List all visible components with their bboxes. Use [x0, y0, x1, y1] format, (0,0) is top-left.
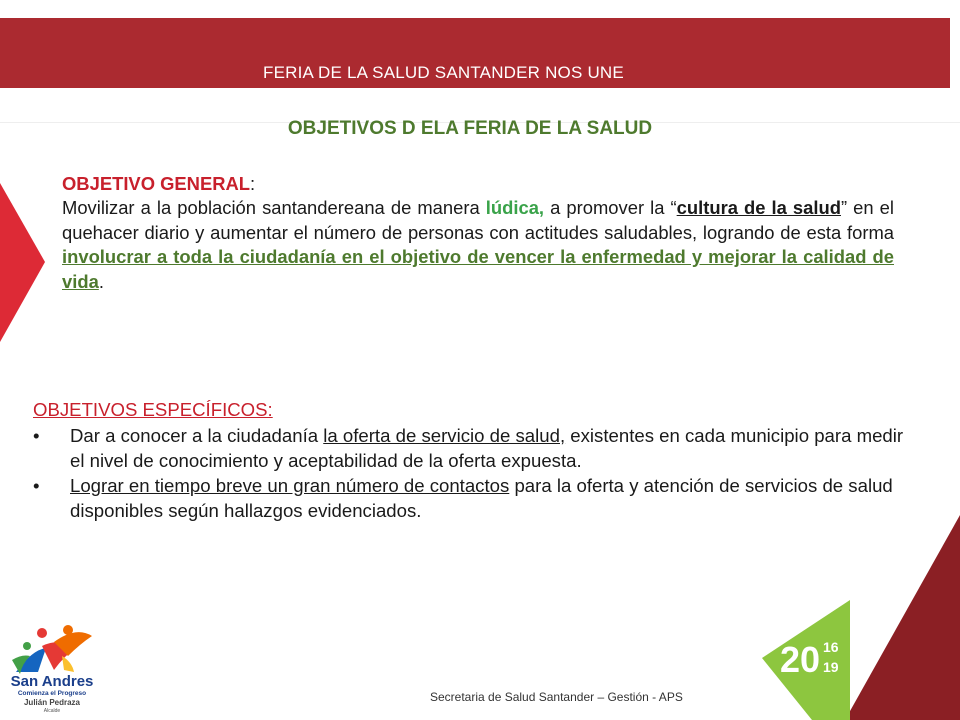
year-top: 16	[823, 639, 839, 655]
year-bottom: 19	[823, 659, 839, 675]
bullet-icon: •	[33, 475, 40, 496]
cultura-highlight: cultura de la salud	[676, 197, 841, 219]
corner-decoration	[740, 490, 960, 720]
involucrar-highlight: involucrar a toda la ciudadanía en el objetivo de vencer la enfermedad y mejorar la calidad de vida	[62, 246, 894, 292]
footer-text: Secretaria de Salud Santander – Gestión - APS	[430, 690, 683, 704]
bullet-icon: •	[33, 425, 40, 446]
specific-objectives-title: OBJETIVOS ESPECÍFICOS:	[33, 399, 273, 420]
item-underlined: la oferta de servicio de salud,	[323, 425, 566, 446]
san-andres-logo	[2, 620, 102, 718]
year-big: 20	[780, 639, 821, 680]
item-underlined: Lograr en tiempo breve un gran número de contactos	[70, 475, 510, 496]
item-text-post: existentes en cada municipio para medir el nivel de conocimiento y aceptabilidad de la oferta expuesta.	[70, 425, 904, 471]
ludica-highlight: lúdica,	[485, 197, 545, 219]
item-text-post: para la oferta y atención de servicios de salud disponibles según hallazgos evidenciados.	[70, 475, 893, 521]
year-badge	[780, 639, 839, 680]
general-objective	[62, 172, 894, 294]
general-text-4: .	[98, 270, 104, 292]
header-title: FERIA DE LA SALUD SANTANDER NOS UNE	[263, 63, 624, 82]
item-text-pre: Dar a conocer a la ciudadanía	[70, 425, 324, 446]
general-text-1: Movilizar a la población santandereana de manera	[62, 197, 486, 219]
page-title: OBJETIVOS D ELA FERIA DE LA SALUD	[287, 118, 653, 139]
logo-role: Alcalde	[43, 708, 61, 714]
list-item	[33, 423, 913, 473]
logo-name: San Andres	[10, 673, 94, 690]
logo-slogan: Comienza el Progreso	[17, 690, 87, 697]
general-colon: :	[250, 173, 256, 194]
general-text-3: ” en el quehacer diario y aumentar el número de personas con actitudes saludables, logrando de esta forma	[62, 197, 894, 243]
general-text-2: a promover la “	[544, 197, 677, 219]
general-objective-label: OBJETIVO GENERAL	[62, 173, 251, 194]
logo-mayor: Julián Pedraza	[23, 698, 81, 707]
